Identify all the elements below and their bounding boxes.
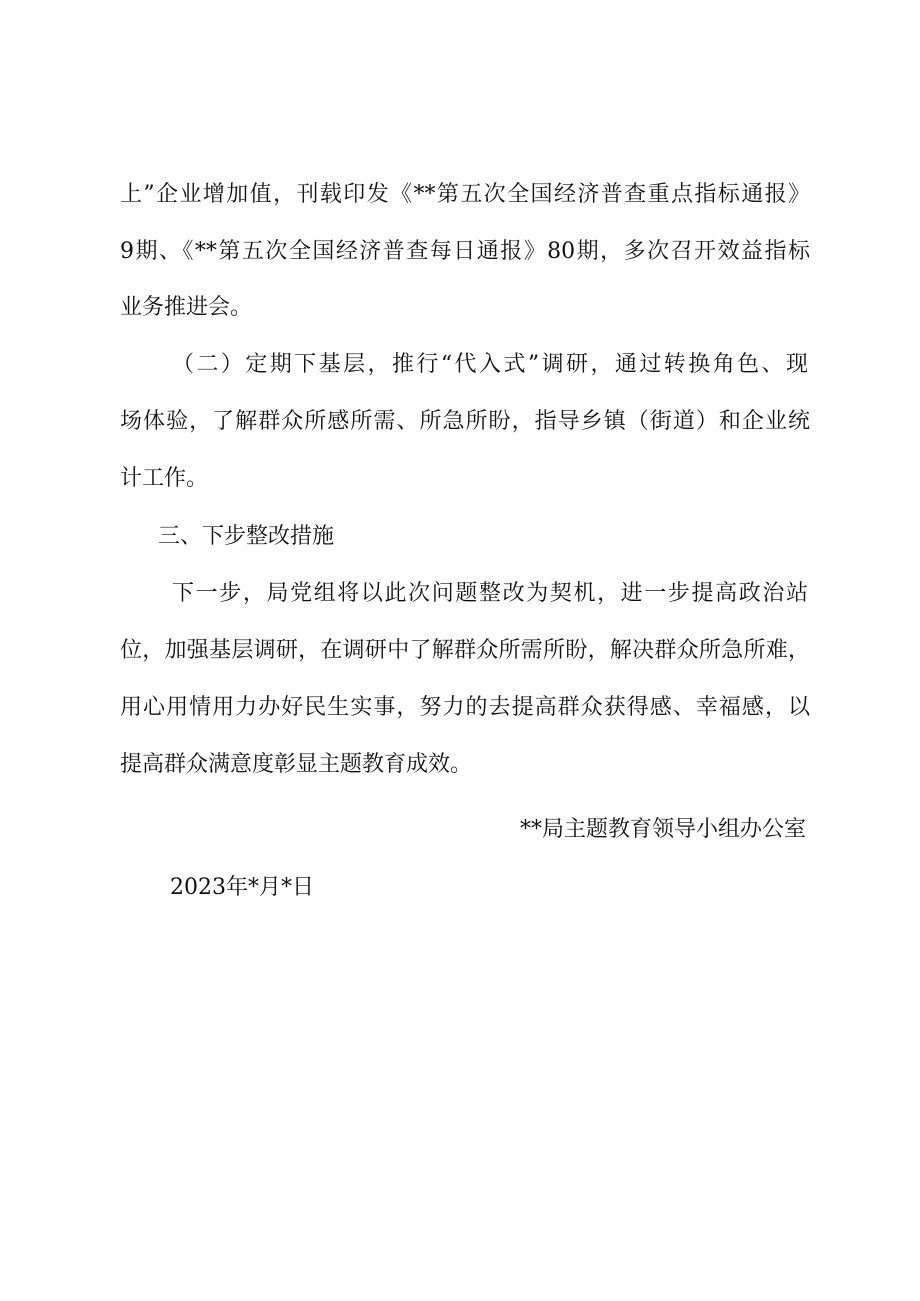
paragraph-line: 上”企业增加值，刊载印发《**第五次全国经济普查重点指标通报》 xyxy=(120,182,810,207)
signature-organization: **局主题教育领导小组办公室 xyxy=(519,817,806,842)
signature-date: 2023年*月*日 xyxy=(170,875,314,900)
section-heading: 三、下步整改措施 xyxy=(158,524,335,549)
paragraph-line: （二）定期下基层，推行“代入式”调研，通过转换角色、现 xyxy=(172,352,808,377)
paragraph-line: 用心用情用力办好民生实事，努力的去提高群众获得感、幸福感，以 xyxy=(120,695,810,720)
paragraph-line: 下一步，局党组将以此次问题整改为契机，进一步提高政治站 xyxy=(172,581,808,606)
paragraph-line: 业务推进会。 xyxy=(120,295,253,320)
paragraph-line: 提高群众满意度彰显主题教育成效。 xyxy=(120,752,473,777)
paragraph-line: 9期、《**第五次全国经济普查每日通报》80期，多次召开效益指标 xyxy=(120,239,810,264)
paragraph-line: 场体验，了解群众所感所需、所急所盼，指导乡镇（街道）和企业统 xyxy=(120,409,810,434)
paragraph-line: 计工作。 xyxy=(120,466,209,491)
paragraph-line: 位，加强基层调研，在调研中了解群众所需所盼，解决群众所急所难， xyxy=(120,638,810,663)
